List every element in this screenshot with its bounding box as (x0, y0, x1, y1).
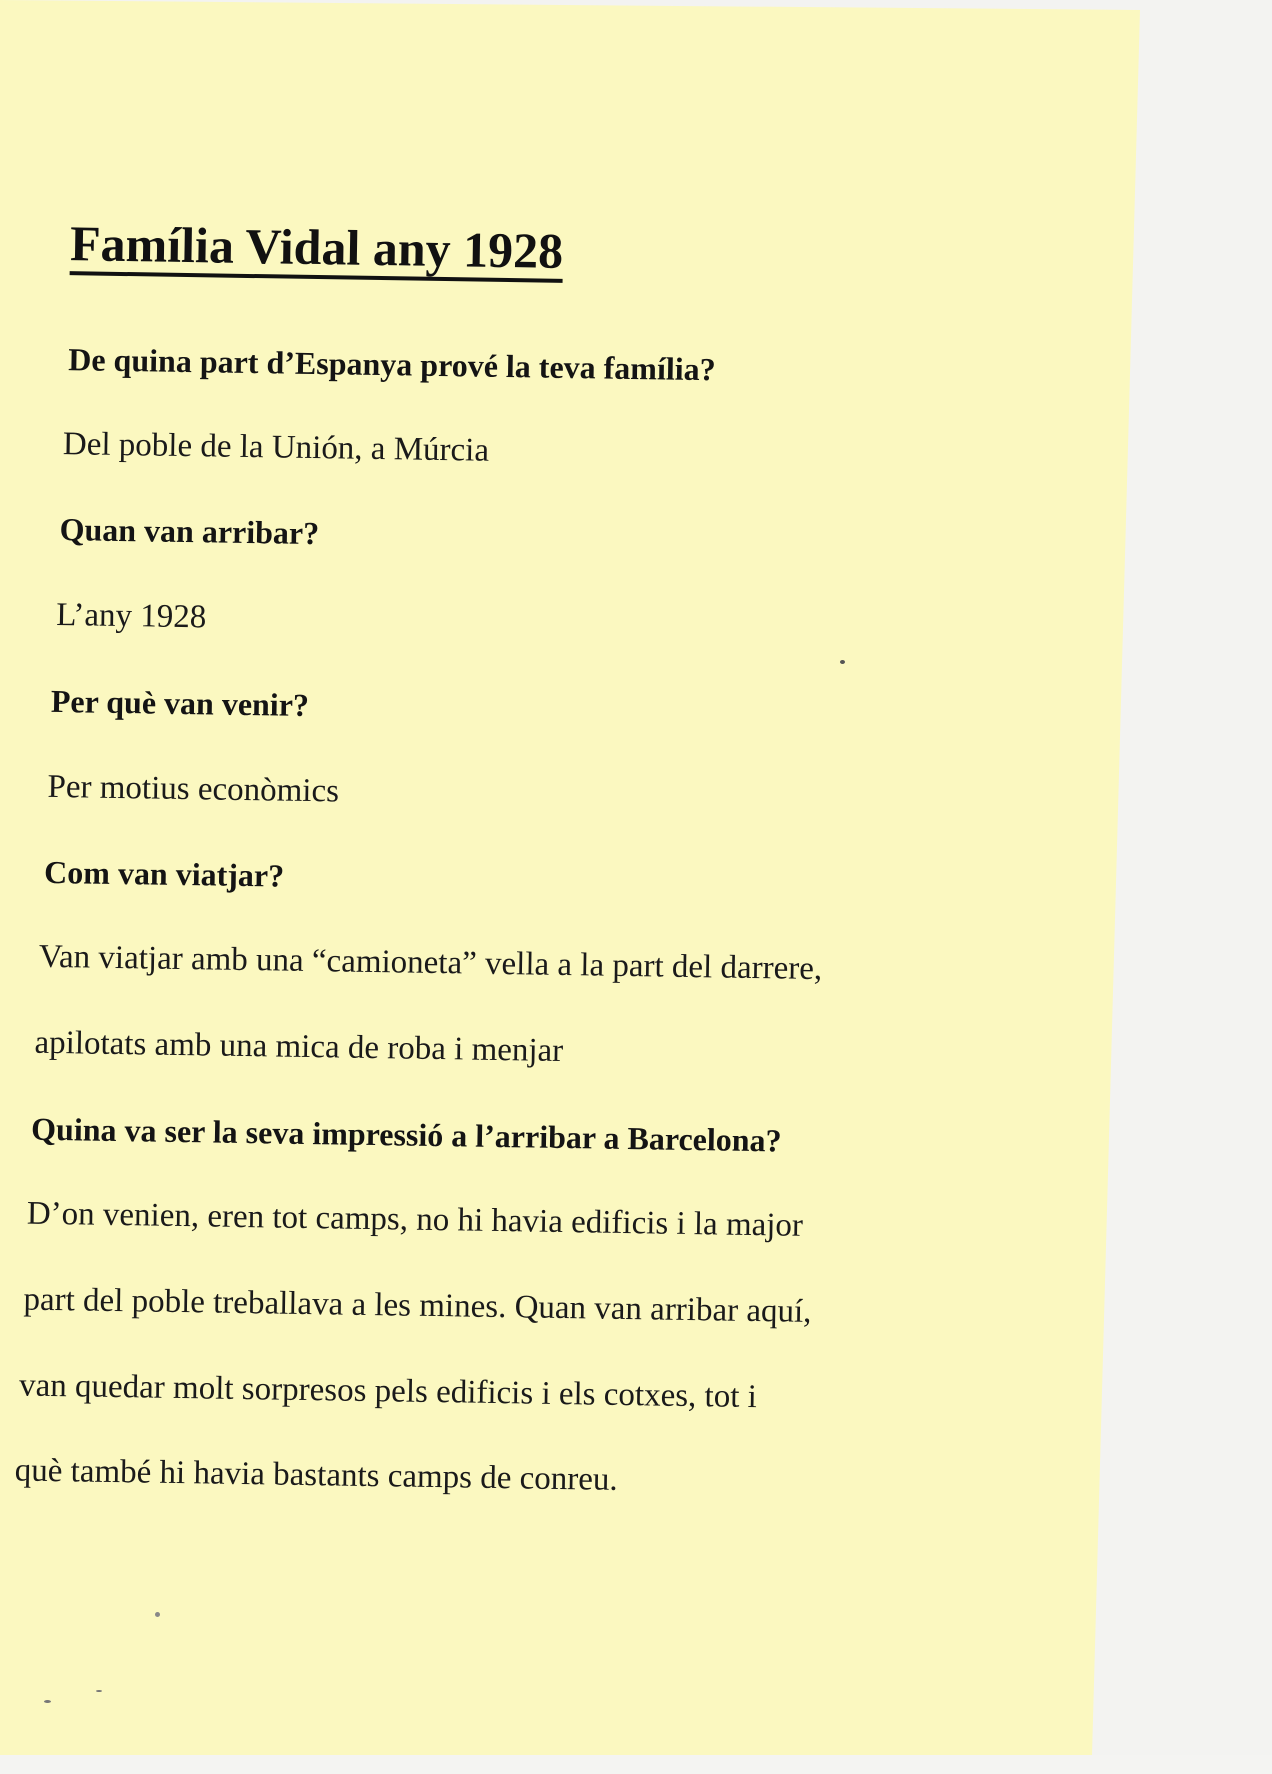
question-impression: Quina va ser la seva impressió a l’arribar a Barcelona? (30, 1110, 782, 1159)
question-arrival: Quan van arribar? (59, 511, 320, 552)
question-travel: Com van viatjar? (43, 853, 285, 894)
answer-impression-line-4: què també hi havia bastants camps de conreu. (14, 1452, 619, 1498)
answer-arrival-line-1: L’any 1928 (55, 596, 207, 636)
answer-travel-line-2: apilotats amb una mica de roba i menjar (34, 1024, 564, 1070)
question-reason: Per què van venir? (50, 682, 310, 723)
speck-mark (44, 1700, 51, 1703)
speck-mark (96, 1690, 102, 1692)
answer-travel-line-1: Van viatjar amb una “camioneta” vella a la part del darrere, (38, 938, 823, 988)
answer-impression-line-3: van quedar molt sorpresos pels edificis i els cotxes, tot i (18, 1367, 758, 1416)
document-title: Família Vidal any 1928 (70, 215, 564, 283)
answer-origin-line-1: Del poble de la Unión, a Múrcia (62, 426, 490, 469)
answer-impression-line-2: part del poble treballava a les mines. Quan van arribar aquí, (23, 1281, 812, 1330)
speck-mark (155, 1612, 160, 1617)
answer-impression-line-1: D’on venien, eren tot camps, no hi havia edificis i la major (26, 1195, 804, 1244)
speck-mark (840, 660, 845, 664)
answer-reason-line-1: Per motius econòmics (47, 768, 340, 810)
question-origin: De quina part d’Espanya prové la teva família? (68, 341, 716, 388)
